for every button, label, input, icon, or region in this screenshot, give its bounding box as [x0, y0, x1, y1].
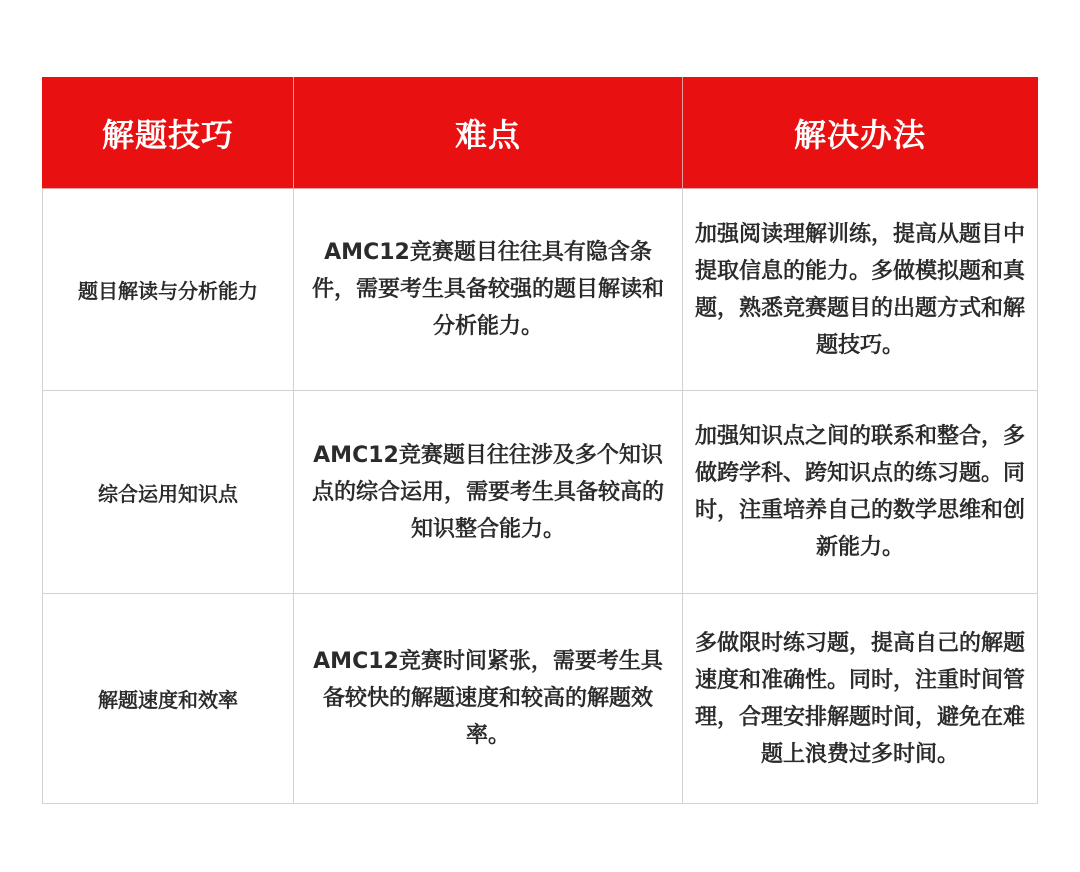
table-header	[43, 78, 1038, 189]
table-row	[43, 189, 1038, 391]
difficulty-cell: AMC12竞赛时间紧张，需要考生具备较快的解题速度和较高的解题效率。	[294, 594, 683, 804]
solution-cell: 加强知识点之间的联系和整合，多做跨学科、跨知识点的练习题。同时，注重培养自己的数学思维和创新能力。	[683, 391, 1038, 594]
difficulty-cell: AMC12竞赛题目往往涉及多个知识点的综合运用，需要考生具备较高的知识整合能力。	[294, 391, 683, 594]
skill-cell: 综合运用知识点	[43, 391, 294, 594]
solution-cell: 加强阅读理解训练，提高从题目中提取信息的能力。多做模拟题和真题，熟悉竞赛题目的出题方式和解题技巧。	[683, 189, 1038, 391]
solution-cell: 多做限时练习题，提高自己的解题速度和准确性。同时，注重时间管理，合理安排解题时间，避免在难题上浪费过多时间。	[683, 594, 1038, 804]
skill-cell: 题目解读与分析能力	[43, 189, 294, 391]
difficulty-cell: AMC12竞赛题目往往具有隐含条件，需要考生具备较强的题目解读和分析能力。	[294, 189, 683, 391]
header-solution: 解决办法	[683, 78, 1038, 189]
header-skill: 解题技巧	[43, 78, 294, 189]
header-row	[43, 78, 1038, 189]
table-row	[43, 594, 1038, 804]
table-body	[43, 189, 1038, 804]
table-row	[43, 391, 1038, 594]
skill-cell: 解题速度和效率	[43, 594, 294, 804]
header-difficulty: 难点	[294, 78, 683, 189]
amc12-tips-table	[42, 77, 1038, 804]
